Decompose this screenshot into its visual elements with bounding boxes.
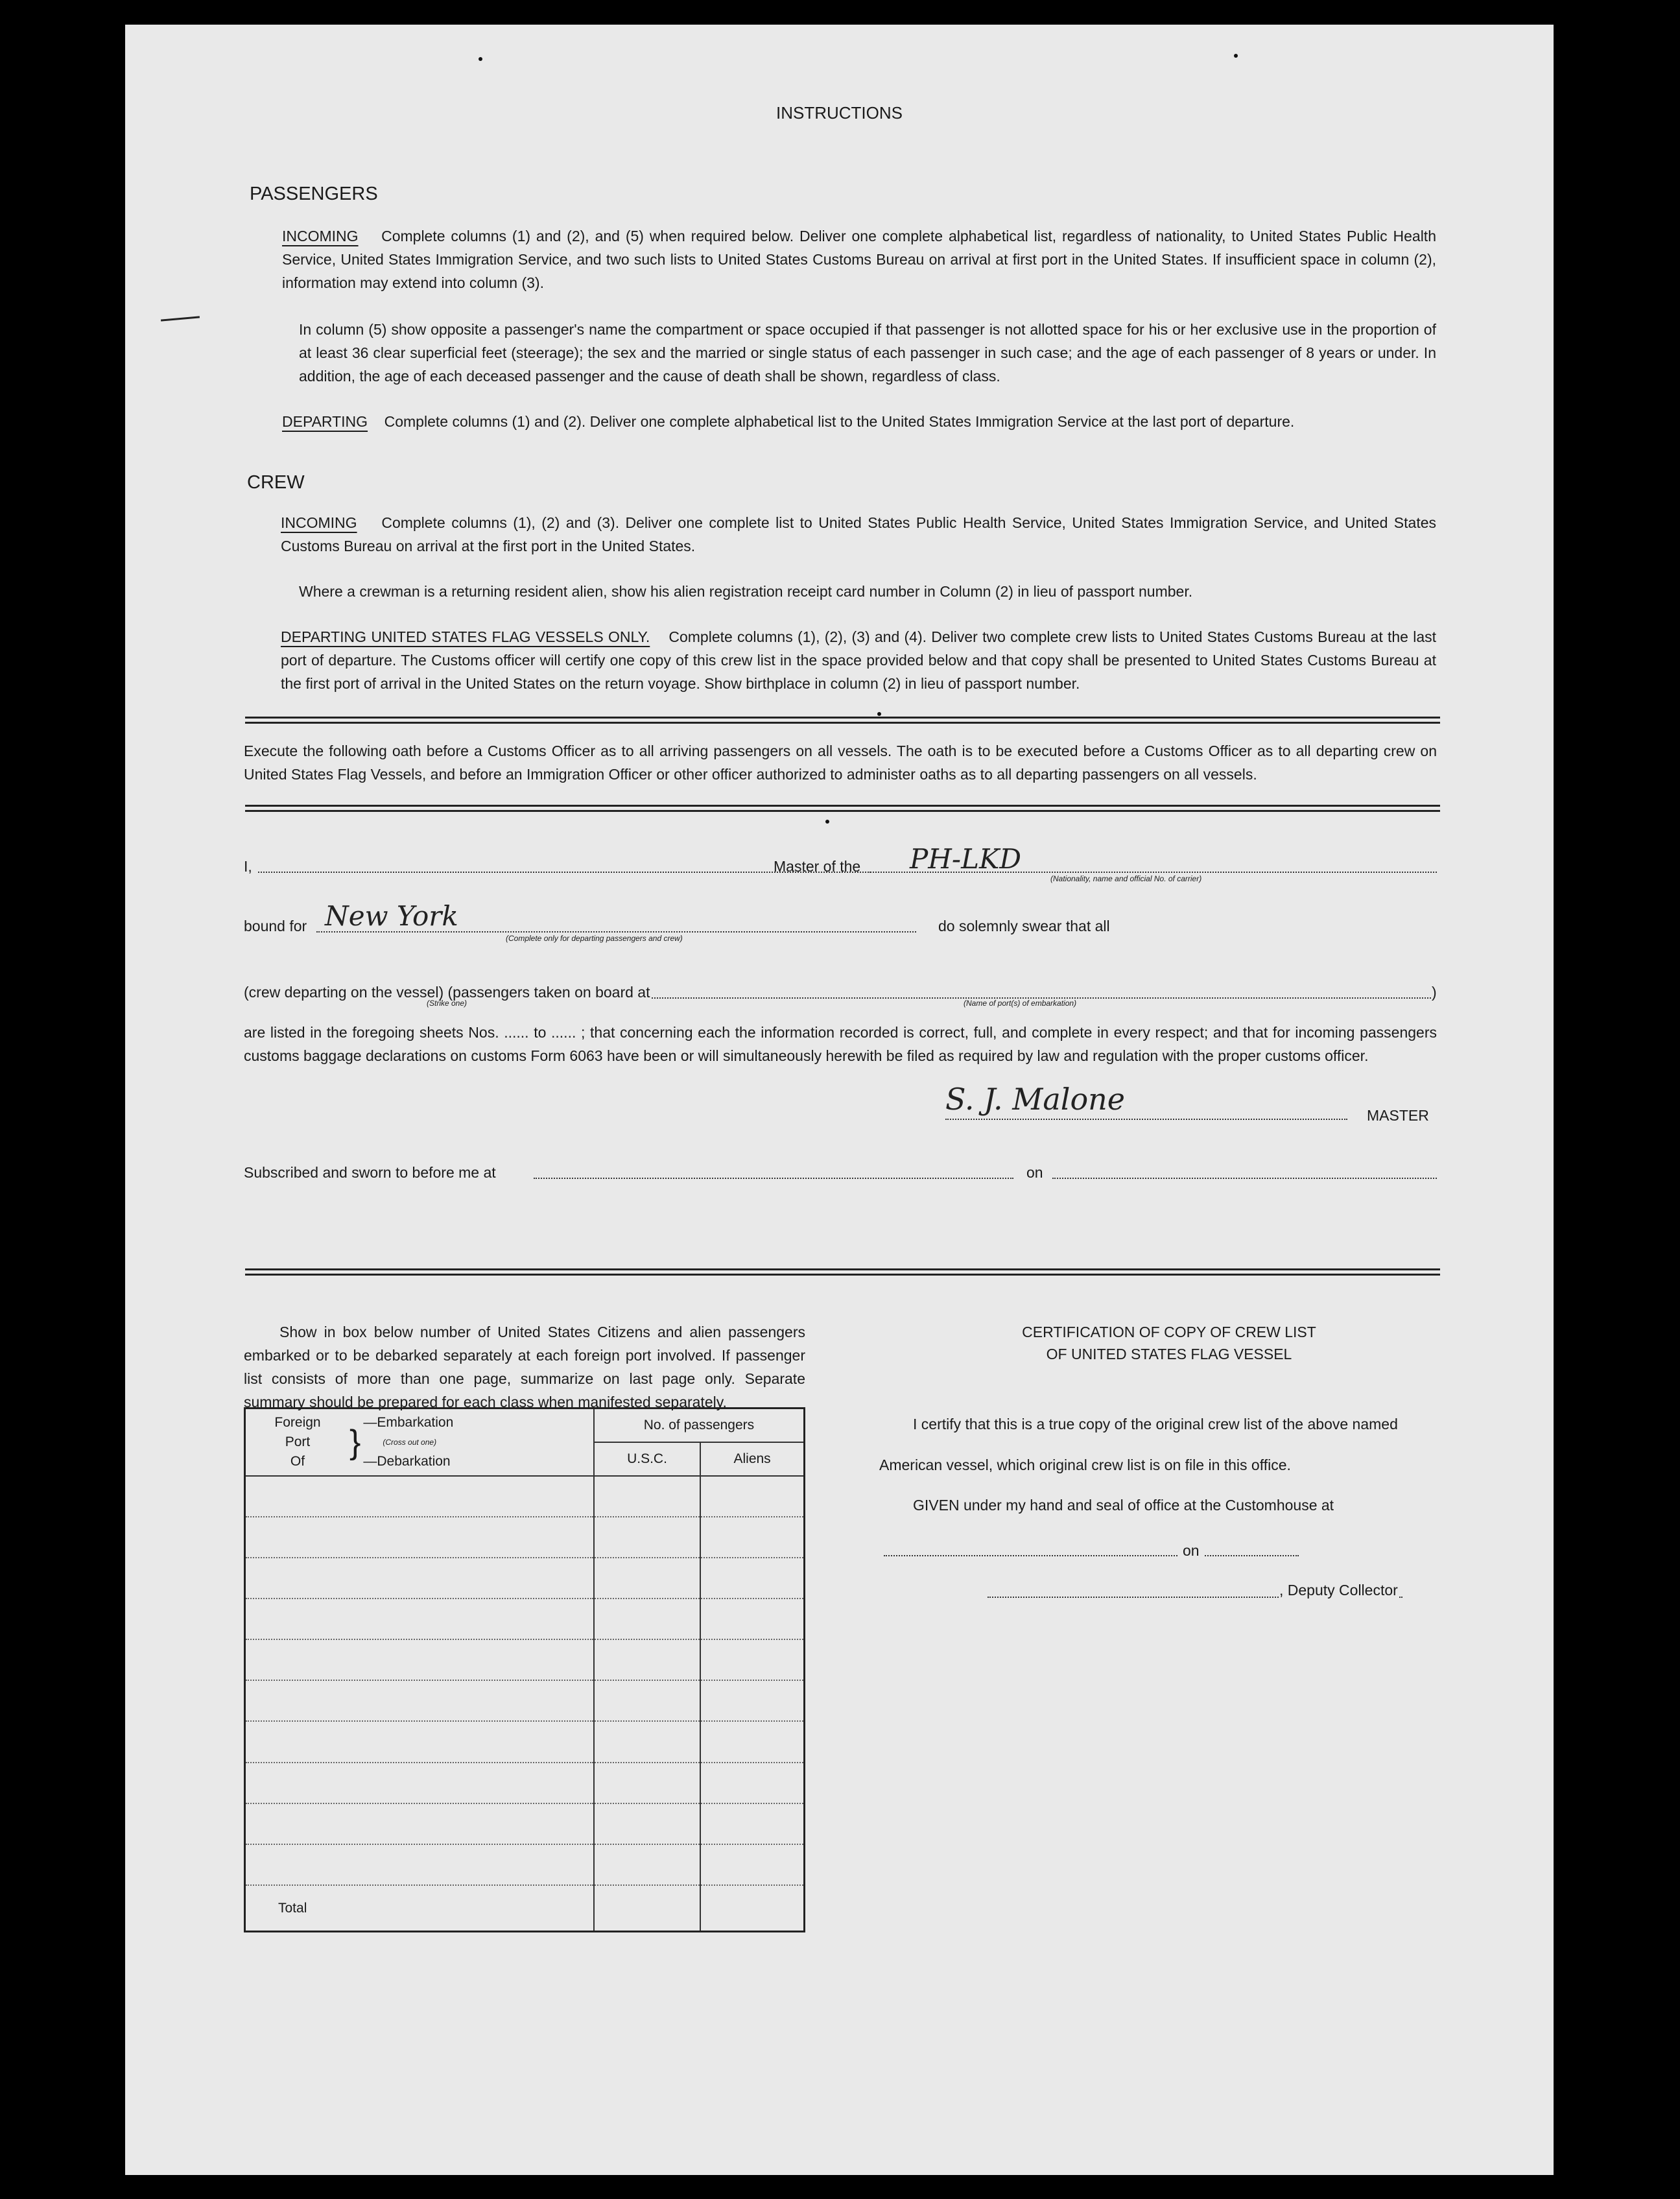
port-label: Port bbox=[285, 1434, 311, 1449]
divider bbox=[245, 1274, 1440, 1276]
aliens-cell[interactable] bbox=[700, 1517, 804, 1558]
scan-speck bbox=[479, 57, 482, 61]
port-cell[interactable] bbox=[245, 1517, 594, 1558]
close-paren: ) bbox=[1432, 984, 1437, 1001]
table-row bbox=[245, 1803, 805, 1844]
crew-incoming-paragraph bbox=[281, 511, 1436, 558]
usc-cell[interactable] bbox=[594, 1803, 700, 1844]
oath-i-label: I, bbox=[244, 858, 252, 875]
port-cell[interactable] bbox=[245, 1476, 594, 1517]
crew-heading: CREW bbox=[247, 472, 305, 493]
port-cell[interactable] bbox=[245, 1680, 594, 1721]
divider bbox=[245, 810, 1440, 812]
master-of-the-label: Master of the bbox=[774, 858, 861, 875]
aliens-cell[interactable] bbox=[700, 1680, 804, 1721]
foreign-port-header bbox=[245, 1409, 594, 1476]
sworn-place-field[interactable] bbox=[534, 1178, 1013, 1179]
port-cell[interactable] bbox=[245, 1844, 594, 1885]
customhouse-place-field[interactable] bbox=[884, 1555, 1299, 1556]
summary-instructions: Show in box below number of United States Citizens and alien passengers embarked or to be debarked separately at each foreign port involved. If passenger list consists of more than one page, summarize on last page only. Separate summary should be prepared for each class when manifested separately. bbox=[244, 1324, 805, 1410]
passengers-departing-text: Complete columns (1) and (2). Deliver one complete alphabetical list to the United States Immigration Service at the last port of departure. bbox=[384, 413, 1295, 430]
document-page bbox=[125, 25, 1554, 2175]
usc-cell[interactable] bbox=[594, 1680, 700, 1721]
embarkation-label: —Embarkation bbox=[363, 1414, 454, 1430]
crew-resident-paragraph: Where a crewman is a returning resident alien, show his alien registration receipt card number in Column (2) in lieu of passport number. bbox=[299, 583, 1193, 600]
usc-cell[interactable] bbox=[594, 1844, 700, 1885]
american-vessel-text: American vessel, which original crew list is on file in this office. bbox=[879, 1456, 1291, 1473]
bound-for-label: bound for bbox=[244, 918, 307, 934]
passengers-column5-paragraph: In column (5) show opposite a passenger's name the compartment or space occupied if that passenger is not allotted space for his or her exclusive use in the proportion of at least 36 clear superficial feet (steerage); the sex and the married or single status of each passenger in such case; and the age of each passenger of 8 years or under. In addition, the age of each deceased passenger and the cause of death shall be shown, regardless of class. bbox=[299, 321, 1436, 385]
total-row bbox=[245, 1885, 805, 1931]
certify-text: I certify that this is a true copy of the original crew list of the above named bbox=[913, 1416, 1398, 1432]
oath-intro-paragraph: Execute the following oath before a Customs Officer as to all arriving passengers on all vessels. The oath is to be executed before a Customs Officer as to all departing crew on United States Flag Vessels, and before an Immigration Officer or other officer authorized to administer oaths as to all departing passengers on all vessels. bbox=[244, 743, 1437, 783]
aliens-cell[interactable] bbox=[700, 1763, 804, 1803]
table-row bbox=[245, 1476, 805, 1517]
aliens-cell[interactable] bbox=[700, 1639, 804, 1680]
foreign-label: Foreign bbox=[274, 1414, 321, 1430]
passenger-summary-table bbox=[244, 1407, 805, 1932]
passengers-heading: PASSENGERS bbox=[250, 184, 378, 204]
aliens-cell[interactable] bbox=[700, 1476, 804, 1517]
sworn-date-field[interactable] bbox=[1052, 1178, 1437, 1179]
no-of-passengers-header: No. of passengers bbox=[594, 1409, 805, 1442]
divider bbox=[245, 805, 1440, 807]
strike-one-caption: (Strike one) bbox=[427, 999, 467, 1008]
swear-text: do solemnly swear that all bbox=[938, 918, 1110, 934]
passengers-departing-paragraph bbox=[282, 410, 1436, 433]
scan-speck bbox=[877, 712, 881, 716]
table-row bbox=[245, 1844, 805, 1885]
margin-mark bbox=[161, 316, 200, 321]
usc-cell[interactable] bbox=[594, 1476, 700, 1517]
vessel-handwritten: PH-LKD bbox=[910, 843, 1022, 875]
deputy-collector-label: , Deputy Collector bbox=[1279, 1578, 1398, 1602]
divider bbox=[245, 1268, 1440, 1270]
crew-departing-text: Complete columns (1), (2), (3) and (4). Deliver two complete crew lists to United States Customs Bureau at the last port of departure. The Customs officer will certify one copy of this crew list in the space provided below and that copy shall be presented to United States Customs Bureau at the first port of arrival in the United States on the return voyage. Show birthplace in column (2) in lieu of passport number. bbox=[281, 628, 1437, 692]
master-signature-line[interactable] bbox=[945, 1119, 1347, 1120]
aliens-cell[interactable] bbox=[700, 1599, 804, 1639]
divider bbox=[245, 717, 1440, 719]
aliens-cell[interactable] bbox=[700, 1803, 804, 1844]
master-label: MASTER bbox=[1367, 1107, 1429, 1124]
aliens-cell[interactable] bbox=[700, 1844, 804, 1885]
bound-for-caption: (Complete only for departing passengers and crew) bbox=[506, 934, 683, 943]
port-cell[interactable] bbox=[245, 1639, 594, 1680]
usc-cell[interactable] bbox=[594, 1599, 700, 1639]
table-row bbox=[245, 1680, 805, 1721]
certification-heading-2: OF UNITED STATES FLAG VESSEL bbox=[1046, 1346, 1292, 1362]
crew-incoming-label: INCOMING bbox=[281, 514, 357, 531]
port-cell[interactable] bbox=[245, 1803, 594, 1844]
port-cell[interactable] bbox=[245, 1763, 594, 1803]
passengers-departing-label: DEPARTING bbox=[282, 413, 368, 430]
bound-for-handwritten: New York bbox=[325, 900, 458, 932]
usc-cell[interactable] bbox=[594, 1558, 700, 1599]
aliens-header: Aliens bbox=[700, 1442, 804, 1476]
total-label: Total bbox=[245, 1885, 594, 1931]
port-cell[interactable] bbox=[245, 1558, 594, 1599]
scan-speck bbox=[825, 820, 829, 824]
crew-incoming-text: Complete columns (1), (2) and (3). Deliver one complete list to United States Public Health Service, United States Immigration Service, and United States Customs Bureau on arrival at the first port in the United States. bbox=[281, 514, 1436, 554]
usc-cell[interactable] bbox=[594, 1517, 700, 1558]
aliens-total-cell[interactable] bbox=[700, 1885, 804, 1931]
usc-header: U.S.C. bbox=[594, 1442, 700, 1476]
sworn-on-label: on bbox=[1026, 1164, 1043, 1181]
certification-heading-1: CERTIFICATION OF COPY OF CREW LIST bbox=[1022, 1324, 1316, 1340]
table-row bbox=[245, 1639, 805, 1680]
table-row bbox=[245, 1517, 805, 1558]
passengers-incoming-text: Complete columns (1) and (2), and (5) when required below. Deliver one complete alphabetical list, regardless of nationality, to United States Public Health Service, United States Immigration Service, and two such lists to United States Customs Bureau on arrival at first port in the United States. If insufficient space in column (2), information may extend into column (3). bbox=[282, 228, 1436, 291]
table-row bbox=[245, 1721, 805, 1762]
usc-cell[interactable] bbox=[594, 1721, 700, 1762]
subscribed-label: Subscribed and sworn to before me at bbox=[244, 1164, 496, 1181]
crew-departing-paragraph bbox=[281, 625, 1436, 695]
usc-total-cell[interactable] bbox=[594, 1885, 700, 1931]
crew-departing-label: DEPARTING UNITED STATES FLAG VESSELS ONLY. bbox=[281, 628, 650, 645]
page-title: INSTRUCTIONS bbox=[776, 103, 903, 123]
of-label: Of bbox=[290, 1453, 305, 1469]
master-signature: S. J. Malone bbox=[945, 1082, 1126, 1117]
certification-on-label: on bbox=[1179, 1539, 1203, 1562]
listed-paragraph: are listed in the foregoing sheets Nos. ...... to ...... ; that concerning each the information recorded is correct, full, and complete in every respect; and that for incoming passengers customs baggage declarations on customs Form 6063 have been or will simultaneously herewith be filed as required by law and regulation with the proper customs officer. bbox=[244, 1024, 1437, 1064]
aliens-cell[interactable] bbox=[700, 1721, 804, 1762]
table-row bbox=[245, 1558, 805, 1599]
divider bbox=[245, 722, 1440, 724]
table-row bbox=[245, 1763, 805, 1803]
crew-passengers-text: (crew departing on the vessel) (passengers taken on board at bbox=[244, 984, 650, 1001]
passengers-incoming-paragraph bbox=[282, 224, 1436, 294]
vessel-caption: (Nationality, name and official No. of carrier) bbox=[1050, 874, 1202, 883]
debarkation-label: —Debarkation bbox=[363, 1453, 451, 1469]
brace-icon: } bbox=[349, 1423, 361, 1461]
passengers-incoming-label: INCOMING bbox=[282, 228, 359, 244]
port-caption: (Name of port(s) of embarkation) bbox=[964, 999, 1077, 1008]
port-cell[interactable] bbox=[245, 1721, 594, 1762]
given-text: GIVEN under my hand and seal of office at the Customhouse at bbox=[913, 1497, 1334, 1514]
scan-speck bbox=[1234, 54, 1238, 58]
aliens-cell[interactable] bbox=[700, 1558, 804, 1599]
cross-out-caption: (Cross out one) bbox=[383, 1437, 437, 1447]
table-row bbox=[245, 1599, 805, 1639]
usc-cell[interactable] bbox=[594, 1639, 700, 1680]
port-cell[interactable] bbox=[245, 1599, 594, 1639]
usc-cell[interactable] bbox=[594, 1763, 700, 1803]
